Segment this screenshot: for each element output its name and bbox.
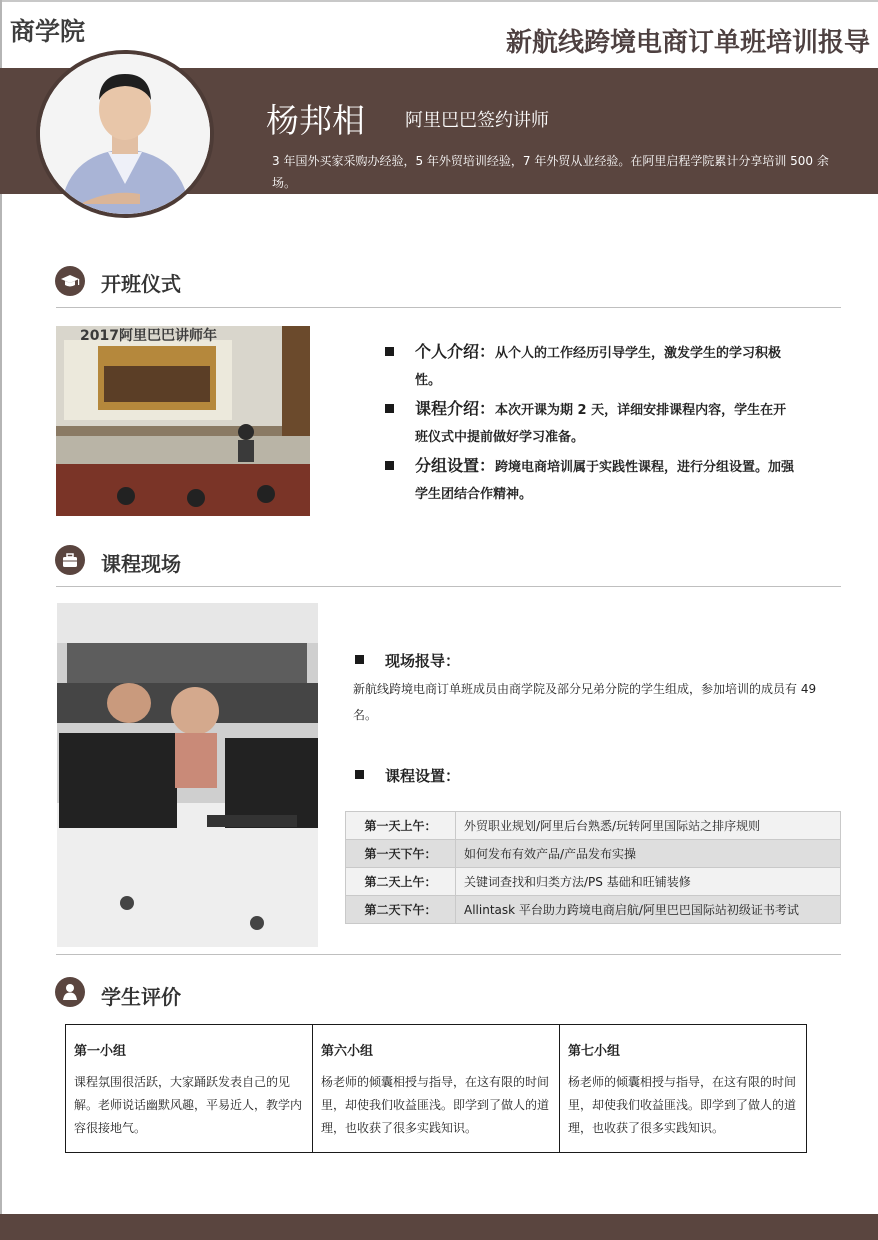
bullet-course-intro [385, 395, 795, 451]
table-row [346, 896, 841, 924]
brand-label: 商学院 [10, 17, 86, 46]
schedule-content: 如何发布有效产品/产品发布实操 [456, 840, 841, 868]
bullet-lead: 分组设置： [415, 456, 496, 475]
instructor-name: 杨邦相 [266, 101, 365, 140]
report-text: 新航线跨境电商订单班成员由商学院及部分兄弟分院的学生组成，参加培训的成员有 49 名。 [353, 682, 817, 722]
bullet-lead: 课程介绍： [415, 399, 496, 418]
schedule-content: Allintask 平台助力跨境电商启航/阿里巴巴国际站初级证书考试 [456, 896, 841, 924]
review-text: 课程氛围很活跃，大家踊跃发表自己的见解。老师说话幽默风趣，平易近人，教学内容很接地气。 [74, 1075, 303, 1135]
classroom-photo [57, 603, 318, 947]
bullet-lead: 个人介绍： [415, 342, 496, 361]
report-heading-text: 现场报导： [385, 652, 461, 670]
bullet-square-icon [385, 347, 394, 356]
photo-caption: 2017阿里巴巴讲师年 [80, 328, 217, 344]
bullet-square-icon [355, 655, 364, 664]
document-title: 新航线跨境电商订单班培训报导 [505, 28, 870, 58]
bullet-group-setup [385, 452, 795, 508]
opening-bullet-list [385, 338, 795, 509]
table-row [346, 840, 841, 868]
section-divider [56, 307, 841, 308]
review-card [313, 1025, 560, 1152]
section-title-onsite: 课程现场 [101, 552, 181, 576]
schedule-day: 第一天上午： [346, 812, 456, 840]
bullet-square-icon [385, 461, 394, 470]
briefcase-icon [55, 545, 85, 575]
report-heading [355, 650, 460, 671]
page-frame-top [0, 0, 878, 2]
bullet-text: 跨境电商培训属于实践性课程，进行分组设置。加强学生团结合作精神。 [415, 460, 795, 502]
opening-ceremony-photo [56, 326, 310, 516]
section-divider [56, 586, 841, 587]
review-text: 杨老师的倾囊相授与指导，在这有限的时间里，却使我们收益匪浅。即学到了做人的道理，也收获了很多实践知识。 [321, 1075, 550, 1135]
student-reviews [65, 1024, 807, 1153]
section-title-feedback: 学生评价 [101, 985, 181, 1009]
table-row [346, 812, 841, 840]
bullet-square-icon [385, 404, 394, 413]
schedule-day: 第一天下午： [346, 840, 456, 868]
review-text: 杨老师的倾囊相授与指导，在这有限的时间里，却使我们收益匪浅。即学到了做人的道理，也收获了很多实践知识。 [568, 1075, 797, 1135]
review-group: 第六小组 [321, 1044, 374, 1059]
schedule-day: 第二天下午： [346, 896, 456, 924]
avatar-photo [40, 54, 210, 214]
schedule-heading-text: 课程设置： [385, 767, 461, 785]
user-icon [55, 977, 85, 1007]
schedule-day: 第二天上午： [346, 868, 456, 896]
section-divider [56, 954, 841, 955]
schedule-heading [355, 765, 460, 786]
instructor-role: 阿里巴巴签约讲师 [405, 110, 549, 131]
review-group: 第七小组 [568, 1044, 621, 1059]
footer-band [0, 1214, 878, 1240]
bullet-text: 从个人的工作经历引导学生，激发学生的学习积极性。 [415, 346, 782, 388]
course-schedule-table [345, 811, 841, 924]
bullet-personal-intro [385, 338, 795, 394]
instructor-bio: 3 年国外买家采购办经验，5 年外贸培训经验，7 年外贸从业经验。在阿里启程学院累计分享培训 500 余场。 [272, 154, 829, 190]
schedule-content: 外贸职业规划/阿里后台熟悉/玩转阿里国际站之排序规则 [456, 812, 841, 840]
review-group: 第一小组 [74, 1044, 127, 1059]
review-card [560, 1025, 806, 1152]
table-row [346, 868, 841, 896]
review-card [66, 1025, 313, 1152]
schedule-content: 关键词查找和归类方法/PS 基础和旺铺装修 [456, 868, 841, 896]
bullet-text: 本次开课为期 2 天，详细安排课程内容，学生在开班仪式中提前做好学习准备。 [415, 403, 787, 445]
bullet-square-icon [355, 770, 364, 779]
graduation-cap-icon [55, 266, 85, 296]
avatar [36, 50, 214, 218]
section-title-opening: 开班仪式 [101, 272, 181, 296]
